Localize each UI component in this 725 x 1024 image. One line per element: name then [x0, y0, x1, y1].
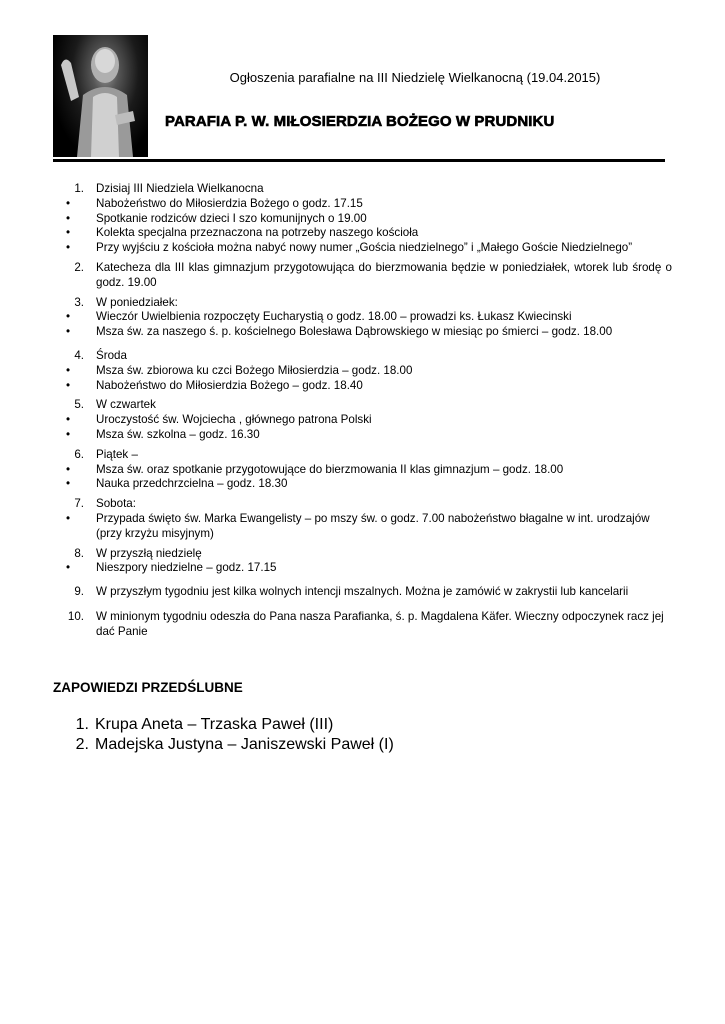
banns-item-text: Madejska Justyna – Janiszewski Paweł (I)	[95, 736, 394, 753]
list-item-text: Msza św. za naszego ś. p. kościelnego Bolesława Dąbrowskiego w miesiąc po śmierci – godz. 18.00	[96, 325, 613, 339]
list-item-text: Piątek –	[96, 447, 138, 461]
list-item-text: W minionym tygodniu odeszła do Pana nasza Parafianka, ś. p. Magdalena Käfer. Wieczny odpoczynek racz jej dać Panie	[96, 609, 664, 638]
list-number: 5.	[74, 398, 84, 412]
bullet-icon: •	[66, 462, 71, 476]
list-item-text: Nabożeństwo do Miłosierdzia Bożego o godz. 17.15	[96, 196, 363, 210]
banns-item	[60, 715, 660, 735]
header-divider	[53, 159, 665, 162]
list-item-text: Uroczystość św. Wojciecha , głównego patrona Polski	[96, 413, 372, 427]
list-number: 4.	[74, 348, 84, 362]
list-item	[60, 212, 672, 227]
list-item	[60, 463, 672, 478]
list-number: 2.	[74, 260, 84, 274]
bullet-icon: •	[66, 427, 71, 441]
list-item-text: Nieszpory niedzielne – godz. 17.15	[96, 561, 277, 575]
banns-item	[60, 735, 660, 755]
list-item-text: Msza św. zbiorowa ku czci Bożego Miłosierdzia – godz. 18.00	[96, 363, 413, 377]
list-item	[60, 379, 672, 394]
list-item-text: Spotkanie rodziców dzieci I szo komunijnych o 19.00	[96, 211, 367, 225]
list-number: 9.	[74, 585, 84, 599]
list-number: 8.	[74, 546, 84, 560]
bullet-icon: •	[66, 378, 71, 392]
list-item-text: W przyszłym tygodniu jest kilka wolnych intencji mszalnych. Można je zamówić w zakrystii lub kancelarii	[96, 585, 629, 599]
divine-mercy-illustration	[53, 35, 148, 157]
bullet-icon: •	[66, 325, 71, 339]
list-item-text: Katecheza dla III klas gimnazjum przygotowująca do bierzmowania będzie w poniedziałek, wtorek lub środę o godz. 19.00	[96, 260, 672, 289]
list-item-text: Msza św. szkolna – godz. 16.30	[96, 427, 260, 441]
list-item	[60, 497, 672, 512]
list-item	[60, 448, 672, 463]
bullet-icon: •	[66, 477, 71, 491]
list-item	[60, 261, 672, 291]
list-number: 6.	[74, 447, 84, 461]
list-number: 10.	[67, 609, 84, 623]
list-item-text: W poniedziałek:	[96, 295, 178, 309]
bullet-icon: •	[66, 211, 71, 225]
list-item	[60, 226, 672, 241]
list-number: 2.	[75, 736, 89, 753]
list-item	[60, 585, 672, 600]
bullet-icon: •	[66, 196, 71, 210]
list-item-text: Dzisiaj III Niedziela Wielkanocna	[96, 182, 264, 195]
list-item	[60, 413, 672, 428]
list-number: 1.	[75, 716, 89, 733]
list-item-text: Przypada święto św. Marka Ewangelisty – po mszy św. o godz. 7.00 nabożeństwo błagalne w int. urodzajów (przy krzyżu misyjnym)	[96, 511, 650, 540]
list-item	[60, 512, 672, 542]
list-item	[60, 428, 672, 443]
list-item	[60, 398, 672, 413]
list-item-text: Nabożeństwo do Miłosierdzia Bożego – godz. 18.40	[96, 378, 363, 392]
list-item-text: Nauka przedchrzcielna – godz. 18.30	[96, 477, 288, 491]
list-number: 7.	[74, 497, 84, 511]
list-item	[60, 197, 672, 212]
list-item-text: W czwartek	[96, 398, 156, 412]
bullet-icon: •	[66, 241, 71, 255]
list-item-text: Środa	[96, 348, 127, 362]
list-item-text: Kolekta specjalna przeznaczona na potrzeby naszego kościoła	[96, 226, 419, 240]
list-item	[60, 310, 672, 325]
list-item-text: Wieczór Uwielbienia rozpoczęty Eucharystią o godz. 18.00 – prowadzi ks. Łukasz Kwiecinski	[96, 310, 572, 324]
bullet-icon: •	[66, 413, 71, 427]
banns-list	[60, 715, 660, 755]
list-item-text: Msza św. oraz spotkanie przygotowujące do bierzmowania II klas gimnazjum – godz. 18.00	[96, 462, 564, 476]
list-number: 1.	[74, 182, 84, 195]
list-item	[60, 364, 672, 379]
announcements-list	[60, 182, 672, 640]
list-item-text: Sobota:	[96, 497, 136, 511]
bullet-icon: •	[66, 561, 71, 575]
banns-item-text: Krupa Aneta – Trzaska Paweł (III)	[95, 716, 334, 733]
list-item	[60, 296, 672, 311]
list-item	[60, 325, 672, 340]
list-item	[60, 241, 672, 256]
divine-mercy-image	[53, 35, 148, 157]
list-item	[60, 610, 672, 640]
bullet-icon: •	[66, 511, 71, 525]
list-item	[60, 477, 672, 492]
bullet-icon: •	[66, 363, 71, 377]
list-number: 3.	[74, 295, 84, 309]
list-item	[60, 349, 672, 364]
banns-heading: ZAPOWIEDZI PRZEDŚLUBNE	[53, 680, 243, 695]
bullet-icon: •	[66, 226, 71, 240]
list-item-text: Przy wyjściu z kościoła można nabyć nowy numer „Gościa niedzielnego” i „Małego Goście Niedzielnego”	[96, 241, 633, 255]
list-item	[60, 182, 672, 197]
bullet-icon: •	[66, 310, 71, 324]
list-item	[60, 547, 672, 562]
list-item-text: W przyszłą niedzielę	[96, 546, 202, 560]
list-item	[60, 561, 672, 576]
announcement-heading: Ogłoszenia parafialne na III Niedzielę Wielkanocną (19.04.2015)	[229, 70, 601, 85]
parish-title: PARAFIA P. W. MIŁOSIERDZIA BOŻEGO W PRUDNIKU	[165, 113, 555, 130]
